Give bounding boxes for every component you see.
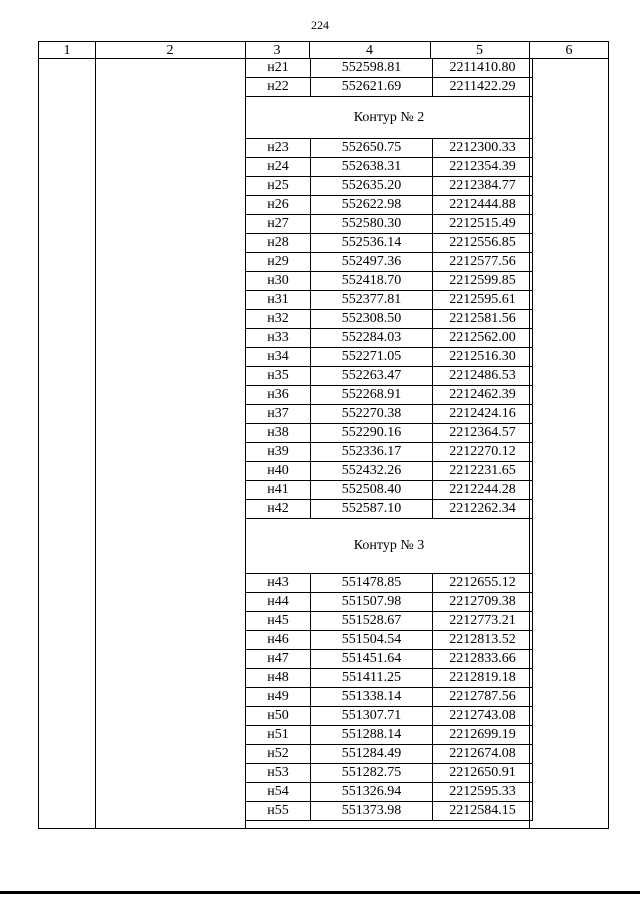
coordinate-row [246,669,533,688]
header-cell-5: 5 [476,43,483,58]
coordinate-row [246,196,533,215]
header-cell-3: 3 [273,43,281,58]
point-id: н53 [246,764,311,783]
coordinates-table [38,41,609,829]
point-id: н22 [246,78,311,97]
point-id: н26 [246,196,311,215]
coordinate-row [246,745,533,764]
coordinate-row [246,329,533,348]
coordinate-y: 2212364.57 [433,424,533,443]
coordinate-x: 552622.98 [311,196,433,215]
coordinate-y: 2212462.39 [433,386,533,405]
coordinate-x: 551326.94 [311,783,433,802]
coordinate-x: 552263.47 [311,367,433,386]
coordinate-y: 2212655.12 [433,574,533,593]
coordinate-x: 551282.75 [311,764,433,783]
point-id: н52 [246,745,311,764]
coordinate-x: 552536.14 [311,234,433,253]
coordinate-y: 2212231.65 [433,462,533,481]
point-id: н25 [246,177,311,196]
coordinate-row [246,405,533,424]
point-id: н34 [246,348,311,367]
coordinate-x: 552587.10 [311,500,433,519]
coordinate-row [246,500,533,519]
header-cell-2: 2 [166,43,174,58]
point-id: н21 [246,59,311,78]
coordinate-row [246,386,533,405]
coordinate-row [246,631,533,650]
coordinate-row [246,367,533,386]
coordinate-row [246,234,533,253]
coordinate-row [246,462,533,481]
point-id: н36 [246,386,311,405]
coordinate-y: 2212556.85 [433,234,533,253]
point-id: н30 [246,272,311,291]
coordinate-x: 552270.38 [311,405,433,424]
coordinate-y: 2212262.34 [433,500,533,519]
contour-label: Контур № 3 [246,519,533,574]
point-id: н39 [246,443,311,462]
contour-row [246,519,533,574]
point-id: н47 [246,650,311,669]
coordinate-y: 2212773.21 [433,612,533,631]
point-id: н55 [246,802,311,821]
coordinate-x: 552336.17 [311,443,433,462]
coordinate-x: 552497.36 [311,253,433,272]
coordinate-row [246,158,533,177]
coordinate-x: 551284.49 [311,745,433,764]
coordinate-y: 2212577.56 [433,253,533,272]
coordinate-x: 552418.70 [311,272,433,291]
coordinate-y: 2212300.33 [433,139,533,158]
coordinate-x: 551528.67 [311,612,433,631]
point-id: н45 [246,612,311,631]
coordinate-x: 552432.26 [311,462,433,481]
coordinate-y: 2212244.28 [433,481,533,500]
coordinate-y: 2212595.61 [433,291,533,310]
coordinate-y: 2212562.00 [433,329,533,348]
coordinate-y: 2212743.08 [433,707,533,726]
coordinate-row [246,650,533,669]
coordinate-x: 552377.81 [311,291,433,310]
coordinate-y: 2212581.56 [433,310,533,329]
coordinate-x: 552284.03 [311,329,433,348]
coordinate-y: 2212833.66 [433,650,533,669]
point-id: н32 [246,310,311,329]
page-number: 224 [311,18,329,32]
coordinate-x: 551478.85 [311,574,433,593]
header-cell-4: 4 [366,43,373,58]
coordinate-row [246,59,533,78]
coordinate-y: 2212584.15 [433,802,533,821]
coordinate-row [246,764,533,783]
coordinate-y: 2212595.33 [433,783,533,802]
point-id: н33 [246,329,311,348]
point-id: н49 [246,688,311,707]
coordinate-y: 2212674.08 [433,745,533,764]
coordinate-x: 551411.25 [311,669,433,688]
coordinate-x: 552638.31 [311,158,433,177]
point-id: н51 [246,726,311,745]
point-id: н43 [246,574,311,593]
coordinate-x: 551338.14 [311,688,433,707]
coordinate-row [246,783,533,802]
coordinate-y: 2212650.91 [433,764,533,783]
point-id: н50 [246,707,311,726]
coordinate-y: 2212486.53 [433,367,533,386]
coordinate-y: 2212813.52 [433,631,533,650]
coordinate-row [246,424,533,443]
coordinate-y: 2212787.56 [433,688,533,707]
coordinate-x: 551507.98 [311,593,433,612]
coordinate-x: 551307.71 [311,707,433,726]
point-id: н44 [246,593,311,612]
coordinate-y: 2212819.18 [433,669,533,688]
coordinate-x: 551373.98 [311,802,433,821]
coordinate-row [246,574,533,593]
coordinate-row [246,688,533,707]
point-id: н40 [246,462,311,481]
coordinate-y: 2211410.80 [433,59,533,78]
coordinate-x: 551504.54 [311,631,433,650]
header-row [39,42,608,59]
header-divider [430,42,431,59]
coordinate-row [246,612,533,631]
coordinate-y: 2212516.30 [433,348,533,367]
coordinate-x: 551288.14 [311,726,433,745]
coordinate-row [246,139,533,158]
coordinate-x: 552508.40 [311,481,433,500]
point-id: н37 [246,405,311,424]
coordinate-x: 552268.91 [311,386,433,405]
coordinate-y: 2212444.88 [433,196,533,215]
point-id: н54 [246,783,311,802]
column-divider [95,42,96,828]
coordinates-list [245,58,533,821]
coordinate-row [246,78,533,97]
coordinate-row [246,726,533,745]
coordinate-y: 2212599.85 [433,272,533,291]
point-id: н31 [246,291,311,310]
point-id: н24 [246,158,311,177]
coordinate-row [246,593,533,612]
coordinate-x: 552308.50 [311,310,433,329]
coordinate-row [246,348,533,367]
point-id: н42 [246,500,311,519]
contour-label: Контур № 2 [246,97,533,139]
coordinate-y: 2212354.39 [433,158,533,177]
point-id: н28 [246,234,311,253]
coordinate-y: 2212424.16 [433,405,533,424]
coordinate-y: 2212384.77 [433,177,533,196]
point-id: н46 [246,631,311,650]
coordinate-y: 2212270.12 [433,443,533,462]
coordinate-x: 552598.81 [311,59,433,78]
coordinate-row [246,707,533,726]
coordinate-row [246,802,533,821]
coordinate-y: 2212709.38 [433,593,533,612]
coordinate-row [246,291,533,310]
coordinate-row [246,253,533,272]
coordinate-x: 552650.75 [311,139,433,158]
coordinate-y: 2212515.49 [433,215,533,234]
point-id: н27 [246,215,311,234]
point-id: н48 [246,669,311,688]
point-id: н38 [246,424,311,443]
point-id: н23 [246,139,311,158]
coordinate-x: 552621.69 [311,78,433,97]
coordinate-row [246,443,533,462]
point-id: н35 [246,367,311,386]
coordinate-row [246,481,533,500]
coordinate-y: 2211422.29 [433,78,533,97]
coordinate-row [246,310,533,329]
coordinate-row [246,215,533,234]
footer-rule [0,891,640,894]
coordinate-y: 2212699.19 [433,726,533,745]
coordinate-row [246,272,533,291]
coordinate-x: 551451.64 [311,650,433,669]
coordinate-x: 552290.16 [311,424,433,443]
header-cell-6: 6 [565,43,573,58]
header-divider [309,42,310,59]
coordinate-x: 552271.05 [311,348,433,367]
coordinate-row [246,177,533,196]
point-id: н29 [246,253,311,272]
coordinate-x: 552635.20 [311,177,433,196]
coordinate-x: 552580.30 [311,215,433,234]
point-id: н41 [246,481,311,500]
header-cell-1: 1 [63,43,71,58]
contour-row [246,97,533,139]
